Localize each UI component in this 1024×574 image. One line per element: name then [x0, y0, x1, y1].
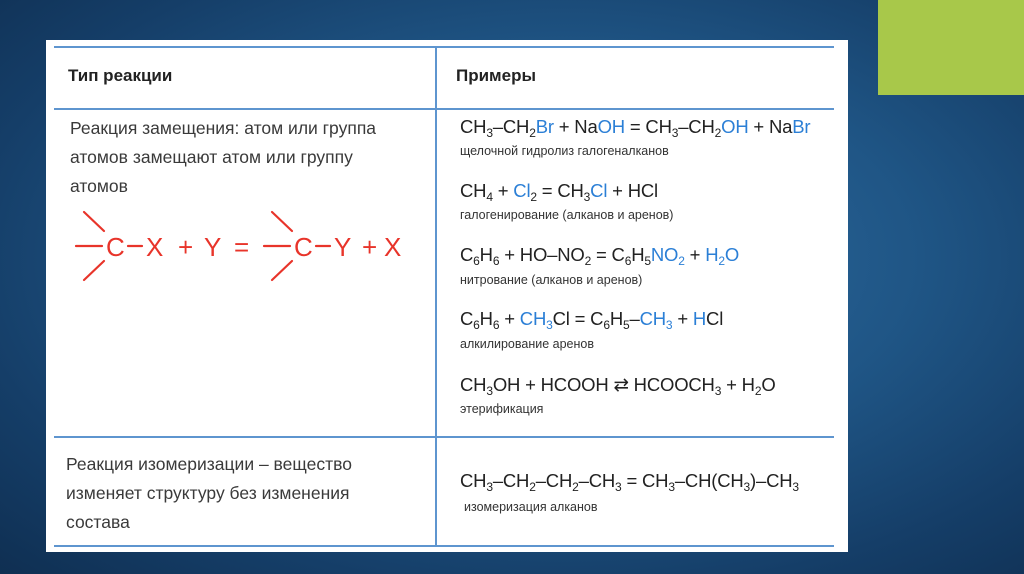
- scheme-plus-1: +: [178, 232, 194, 262]
- scheme-x-1: X: [146, 232, 164, 262]
- table-top-line: [54, 46, 834, 48]
- header-reaction-type: Тип реакции: [68, 66, 173, 85]
- header-separator: [54, 108, 834, 110]
- scheme-y-2: Y: [334, 232, 352, 262]
- header-examples: Примеры: [456, 66, 536, 85]
- caption-esterification: этерификация: [460, 402, 544, 416]
- reaction-table: [46, 40, 848, 552]
- equation-halogenation: $CH_4 + Cl_2 = CH_3Cl$ + HCl: [460, 180, 658, 204]
- scheme-plus-2: +: [362, 232, 378, 262]
- equation-hydrolysis: $CH_3-CH_2Br$ + NaOH = $CH_3-CH_2OH$ + NaBr: [460, 116, 811, 140]
- table-bottom-line: [54, 545, 834, 547]
- equation-isomerization: $CH_3-CH_2-CH_2-CH_3 = CH_3-CH(CH_3)-CH_3$: [460, 470, 799, 494]
- caption-hydrolysis: щелочной гидролиз галогеналканов: [460, 144, 669, 158]
- substitution-description: Реакция замещения: атом или группа атомов замещают атом или группу атомов: [70, 118, 377, 196]
- caption-isomerization: изомеризация алканов: [464, 500, 598, 514]
- scheme-carbon-2: C: [294, 232, 313, 262]
- row-separator: [54, 436, 834, 438]
- scheme-y-1: Y: [204, 232, 222, 262]
- scheme-equals: =: [234, 232, 250, 262]
- substitution-scheme: [66, 200, 406, 300]
- equation-esterification: $CH_3OH$ + HCOOH ⇄ $HCOOCH_3 + H_2O$: [460, 374, 776, 398]
- equation-nitration: $C_6H_6 + HO-NO_2 = C_6H_5NO_2 + H_2O$: [460, 244, 740, 268]
- equation-alkylation: $C_6H_6 + CH_3Cl = C_6H_5-CH_3$ + HCl: [460, 308, 724, 332]
- column-separator: [435, 46, 437, 547]
- caption-nitration: нитрование (алканов и аренов): [460, 273, 643, 287]
- scheme-x-2: X: [384, 232, 402, 262]
- scheme-carbon-1: C: [106, 232, 125, 262]
- caption-halogenation: галогенирование (алканов и аренов): [460, 208, 674, 222]
- isomerization-description: Реакция изомеризации – вещество изменяет структуру без изменения состава: [66, 454, 352, 532]
- caption-alkylation: алкилирование аренов: [460, 337, 594, 351]
- accent-block: [878, 0, 1024, 95]
